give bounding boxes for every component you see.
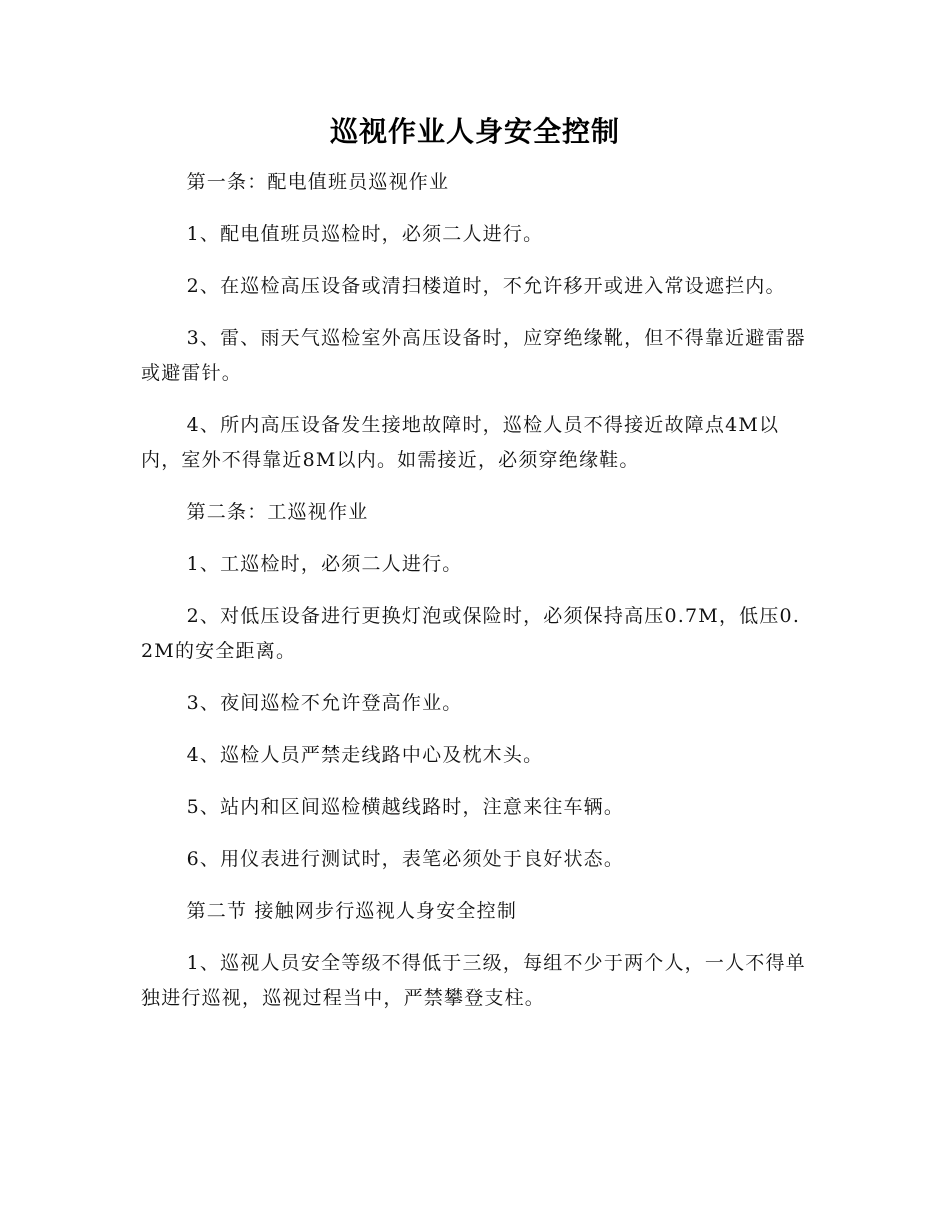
- paragraph: 6、用仪表进行测试时，表笔必须处于良好状态。: [186, 848, 625, 870]
- section-heading-3: 第二节 接触网步行巡视人身安全控制: [186, 900, 518, 922]
- section-heading-1: 第一条：配电值班员巡视作业: [186, 171, 450, 193]
- section-heading-2: 第二条：工巡视作业: [186, 501, 369, 523]
- paragraph: 2、对低压设备进行更换灯泡或保险时，必须保持高压0.7M，低压0.2M的安全距离。: [141, 605, 801, 662]
- paragraph: 3、雷、雨天气巡检室外高压设备时，应穿绝缘靴，但不得靠近避雷器或避雷针。: [141, 327, 806, 384]
- paragraph: 2、在巡检高压设备或清扫楼道时，不允许移开或进入常设遮拦内。: [186, 275, 786, 297]
- paragraph: 1、巡视人员安全等级不得低于三级，每组不少于两个人，一人不得单独进行巡视，巡视过程当中，严禁攀登支柱。: [141, 952, 806, 1009]
- paragraph: 1、配电值班员巡检时，必须二人进行。: [186, 223, 544, 245]
- paragraph: 1、工巡检时，必须二人进行。: [186, 553, 463, 575]
- document-body: [141, 165, 813, 1033]
- paragraph: 4、巡检人员严禁走线路中心及枕木头。: [186, 744, 544, 766]
- paragraph: 3、夜间巡检不允许登高作业。: [186, 692, 463, 714]
- document-title: 巡视作业人身安全控制: [329, 115, 620, 148]
- paragraph: 5、站内和区间巡检横越线路时，注意来往车辆。: [186, 796, 625, 818]
- paragraph: 4、所内高压设备发生接地故障时，巡检人员不得接近故障点4M以内，室外不得靠近8M以内。如需接近，必须穿绝缘鞋。: [141, 414, 780, 471]
